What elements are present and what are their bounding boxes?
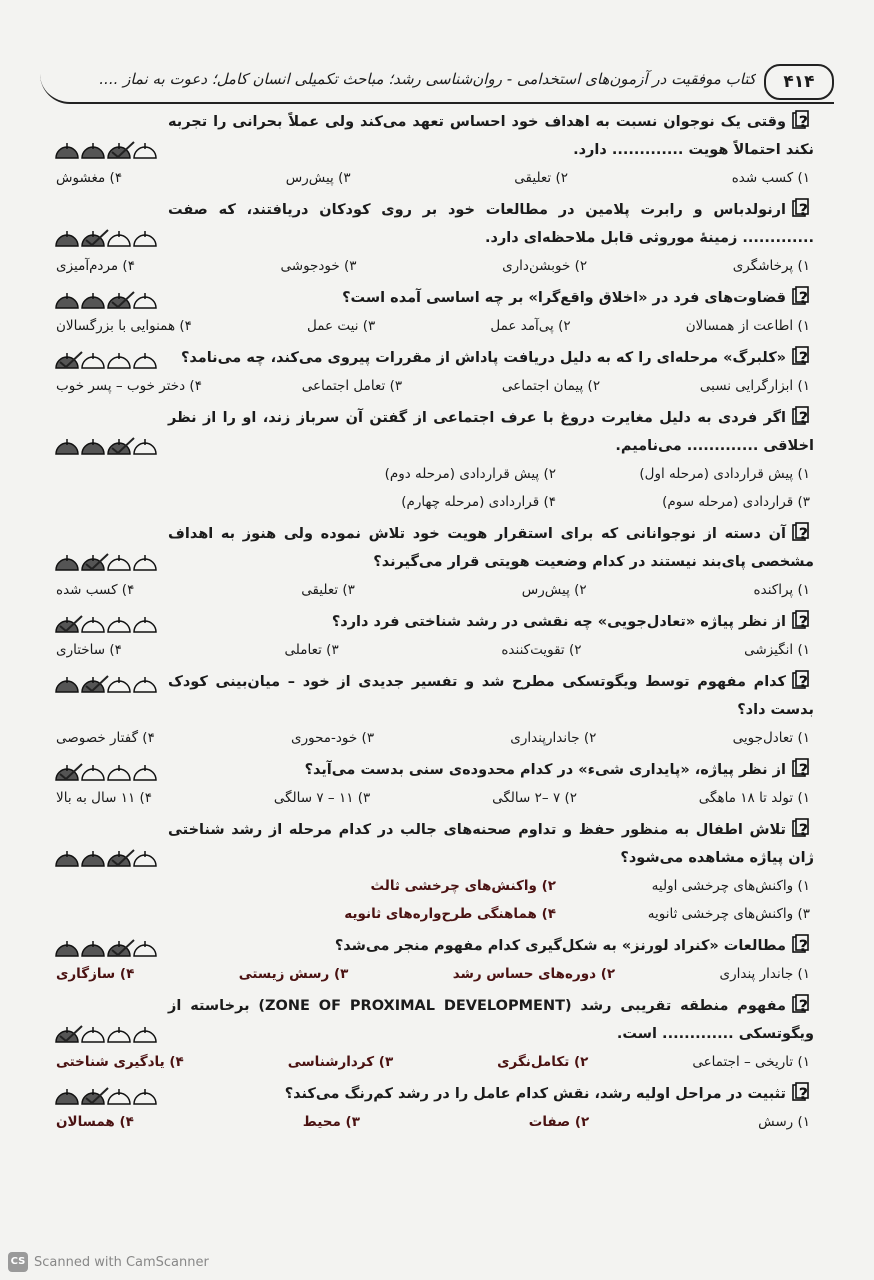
difficulty-dial-empty	[134, 851, 156, 866]
difficulty-scale-icon	[52, 1022, 160, 1046]
page-number: ۴۱۴	[764, 64, 834, 100]
answer-option: ۳) قراردادی (مرحله سوم)	[662, 494, 810, 510]
difficulty-dial-filled	[56, 143, 78, 158]
question-stem-container	[52, 284, 814, 312]
difficulty-dial-filled	[56, 677, 78, 692]
answer-option: ۴) دختر خوب – پسر خوب	[56, 378, 202, 394]
question-stem: مطالعات «کنراد لورنز» به شکل‌گیری کدام مفهوم منجر می‌شد؟	[334, 938, 786, 954]
question-stem-container	[52, 932, 814, 960]
question-stem: تثبیت در مراحل اولیه رشد، نقش کدام عامل را در رشد کم‌رنگ می‌کند؟	[284, 1086, 786, 1102]
options-row	[52, 784, 814, 812]
difficulty-dial-filled	[56, 231, 78, 246]
answer-option: ۲) خوبشن‌داری	[502, 258, 588, 274]
difficulty-dial-filled	[82, 439, 104, 454]
svg-text:?: ?	[798, 672, 808, 690]
difficulty-scale-icon	[52, 760, 160, 784]
difficulty-scale-icon	[52, 288, 160, 312]
question-stem: از نظر پیاژه «تعادل‌جویی» چه نقشی در رشد شناختی فرد دارد؟	[331, 614, 786, 630]
question-stem: از نظر پیاژه، «پایداری شیء» در کدام محدوده‌ی سنی بدست می‌آید؟	[304, 762, 786, 778]
answer-option: ۱) تولد تا ۱۸ ماهگی	[698, 790, 810, 806]
question-stem-container	[52, 196, 814, 252]
question-item	[52, 1080, 814, 1136]
options-row	[52, 372, 814, 400]
question-book-icon	[792, 994, 814, 1014]
options-row	[52, 1048, 814, 1076]
question-stem-container	[52, 1080, 814, 1108]
answer-option: ۲) جاندارپنداری	[510, 730, 597, 746]
answer-option: ۱) کسب شده	[731, 170, 810, 186]
difficulty-scale-icon	[52, 348, 160, 372]
difficulty-dial-empty	[134, 555, 156, 570]
question-item	[52, 520, 814, 604]
scanner-watermark	[8, 1252, 209, 1272]
svg-text:?: ?	[798, 408, 808, 426]
difficulty-dial-empty	[134, 353, 156, 368]
options-row	[52, 164, 814, 192]
camscanner-logo-icon: CS	[8, 1252, 28, 1272]
difficulty-scale-icon	[52, 550, 160, 574]
difficulty-scale-icon	[52, 846, 160, 870]
answer-option: ۱) انگیزشی	[744, 642, 810, 658]
svg-text:?: ?	[798, 760, 808, 778]
svg-text:?: ?	[798, 996, 809, 1014]
answer-option: ۳) ۱۱ – ۷ سالگی	[273, 790, 371, 806]
answer-option: ۲) پیش‌رس	[521, 582, 587, 598]
question-item	[52, 108, 814, 192]
difficulty-dial-empty	[108, 1027, 130, 1042]
answer-option: ۴) گفتار خصوصی	[56, 730, 155, 746]
question-book-icon	[792, 406, 814, 426]
answer-option: ۲) تقویت‌کننده	[501, 642, 582, 658]
question-list	[52, 108, 814, 1140]
answer-option: ۳) خود-محوری	[291, 730, 375, 746]
question-item	[52, 196, 814, 280]
question-stem-container	[52, 520, 814, 576]
difficulty-dial-empty	[108, 353, 130, 368]
svg-text:?: ?	[798, 524, 808, 542]
options-row	[52, 636, 814, 664]
answer-option: ۳) تعاملی	[284, 642, 339, 658]
answer-option: ۱) ابزارگرایی نسبی	[699, 378, 810, 394]
answer-option: ۱) تاریخی – اجتماعی	[692, 1054, 810, 1070]
question-stem-container	[52, 404, 814, 460]
answer-option: ۳) خودجوشی	[280, 258, 357, 274]
question-stem: «کلبرگ» مرحله‌ای را که به دلیل دریافت پاداش از مقررات پیروی می‌کند، چه می‌نامد؟	[180, 350, 786, 366]
options-row	[52, 1108, 814, 1136]
question-book-icon	[792, 758, 814, 778]
question-item	[52, 344, 814, 400]
options-row	[52, 576, 814, 604]
question-stem-container	[52, 668, 814, 724]
question-stem-container	[52, 756, 814, 784]
svg-text:?: ?	[798, 112, 808, 130]
options-row	[52, 460, 814, 516]
question-book-icon	[792, 346, 814, 366]
difficulty-dial-empty	[134, 941, 156, 956]
answer-option: ۱) اطاعت از همسالان	[685, 318, 810, 334]
difficulty-scale-icon	[52, 1084, 160, 1108]
difficulty-scale-icon	[52, 434, 160, 458]
answer-option: ۴) ۱۱ سال به بالا	[56, 790, 153, 806]
answer-option: ۴) ساختاری	[56, 642, 122, 658]
answer-option: ۳) رسش زیستی	[238, 966, 349, 982]
answer-option: ۴) یادگیری شناختی	[56, 1054, 184, 1070]
difficulty-dial-filled	[56, 293, 78, 308]
answer-option: ۱) واکنش‌های چرخشی اولیه	[651, 878, 810, 894]
difficulty-dial-filled	[56, 439, 78, 454]
svg-text:?: ?	[798, 288, 808, 306]
question-item	[52, 608, 814, 664]
difficulty-dial-empty	[108, 231, 130, 246]
answer-option: ۳) نیت عمل	[307, 318, 376, 334]
svg-text:?: ?	[798, 820, 808, 838]
difficulty-dial-filled	[82, 941, 104, 956]
difficulty-dial-filled	[56, 941, 78, 956]
answer-option: ۱) جاندار پنداری	[719, 966, 810, 982]
difficulty-dial-filled	[56, 1089, 78, 1104]
difficulty-dial-empty	[82, 1027, 104, 1042]
answer-option: ۲) تعلیقی	[514, 170, 569, 186]
difficulty-dial-empty	[134, 143, 156, 158]
question-item	[52, 756, 814, 812]
difficulty-dial-empty	[134, 293, 156, 308]
question-book-icon	[792, 1082, 814, 1102]
difficulty-dial-empty	[82, 353, 104, 368]
answer-option: ۴) سازگاری	[56, 966, 135, 982]
question-stem: ارنولدباس و رابرت پلامین در مطالعات خود بر روی کودکان دریافتند، که صفت ............. زمینهٔ موروثی قابل ملاحظه‌ای دارد.	[168, 202, 814, 246]
difficulty-scale-icon	[52, 936, 160, 960]
difficulty-dial-empty	[134, 617, 156, 632]
question-stem-container	[52, 816, 814, 872]
answer-option: ۲) دوره‌های حساس رشد	[452, 966, 616, 982]
answer-option: ۳) تعامل اجتماعی	[301, 378, 403, 394]
difficulty-dial-empty	[134, 765, 156, 780]
answer-option: ۲) ۷ –۲ سالگی	[492, 790, 578, 806]
difficulty-scale-icon	[52, 672, 160, 696]
difficulty-dial-empty	[134, 231, 156, 246]
answer-option: ۱) رسش	[758, 1114, 810, 1130]
answer-option: ۱) تعادل‌جویی	[732, 730, 810, 746]
options-row	[52, 960, 814, 988]
answer-option: ۴) قراردادی (مرحله چهارم)	[401, 494, 556, 510]
answer-option: ۲) پی‌آمد عمل	[490, 318, 571, 334]
difficulty-dial-empty	[134, 439, 156, 454]
answer-option: ۱) پرخاشگری	[732, 258, 810, 274]
difficulty-dial-empty	[108, 677, 130, 692]
answer-option: ۳) محیط	[302, 1114, 360, 1130]
difficulty-dial-filled	[56, 555, 78, 570]
answer-option: ۴) هماهنگی طرح‌واره‌های ثانویه	[344, 906, 556, 922]
difficulty-dial-filled	[56, 851, 78, 866]
question-stem: وقتی یک نوجوان نسبت به اهداف خود احساس تعهد می‌کند ولی عملاً بحرانی را تجربه نکند احتمالاً هویت ............. دارد.	[168, 114, 814, 158]
difficulty-dial-filled	[82, 293, 104, 308]
question-item	[52, 668, 814, 752]
question-item	[52, 932, 814, 988]
answer-option: ۴) مردم‌آمیزی	[56, 258, 135, 274]
question-stem: اگر فردی به دلیل مغایرت دروغ با عرف اجتماعی از گفتن آن سرباز زند، او را از نظر اخلاقی ............. می‌نامیم.	[168, 410, 814, 454]
answer-option: ۳) واکنش‌های چرخشی ثانویه	[647, 906, 810, 922]
answer-option: ۲) صفات	[528, 1114, 590, 1130]
question-stem-container	[52, 108, 814, 164]
question-book-icon	[792, 286, 814, 306]
difficulty-scale-icon	[52, 138, 160, 162]
difficulty-dial-empty	[134, 1089, 156, 1104]
page-header	[40, 60, 834, 104]
answer-option: ۴) همسالان	[56, 1114, 134, 1130]
options-row	[52, 252, 814, 280]
question-stem: آن دسته از نوجوانانی که برای استقرار هویت خود تلاش نموده ولی هنوز به اهداف مشخصی پای‌بند نیستند در کدام وضعیت هویتی قرار می‌گیرند؟	[168, 526, 814, 570]
difficulty-dial-empty	[134, 677, 156, 692]
difficulty-dial-empty	[134, 1027, 156, 1042]
svg-text:?: ?	[798, 936, 808, 954]
question-item	[52, 816, 814, 928]
answer-option: ۳) تعلیقی	[301, 582, 355, 598]
options-row	[52, 312, 814, 340]
question-book-icon	[792, 198, 814, 218]
question-item	[52, 404, 814, 516]
svg-text:?: ?	[798, 348, 808, 366]
question-item	[52, 992, 814, 1076]
options-row	[52, 724, 814, 752]
answer-option: ۲) واکنش‌های چرخشی ثالث	[370, 878, 556, 894]
question-book-icon	[792, 934, 814, 954]
question-book-icon	[792, 110, 814, 130]
difficulty-dial-filled	[82, 851, 104, 866]
question-book-icon	[792, 818, 814, 838]
answer-option: ۲) پیمان اجتماعی	[501, 378, 601, 394]
question-stem-container	[52, 992, 814, 1048]
answer-option: ۴) همنوایی با بزرگسالان	[56, 318, 192, 334]
answer-option: ۴) کسب شده	[56, 582, 135, 598]
difficulty-dial-empty	[108, 555, 130, 570]
answer-option: ۱) پیش قراردادی (مرحله اول)	[639, 466, 810, 482]
question-stem: کدام مفهوم توسط ویگوتسکی مطرح شد و تفسیر جدیدی از خود – میان‌بینی کودک بدست داد؟	[168, 674, 814, 718]
question-stem: قضاوت‌های فرد در «اخلاق واقع‌گرا» بر چه اساسی آمده است؟	[342, 290, 786, 306]
difficulty-dial-empty	[82, 617, 104, 632]
difficulty-dial-filled	[82, 143, 104, 158]
answer-option: ۲) پیش قراردادی (مرحله دوم)	[384, 466, 556, 482]
running-title: کتاب موفقیت در آزمون‌های استخدامی - روان‌شناسی رشد؛ مباحث تکمیلی انسان کامل؛ دعوت به نماز ....	[99, 70, 756, 88]
difficulty-scale-icon	[52, 612, 160, 636]
svg-text:?: ?	[798, 1084, 808, 1102]
question-book-icon	[792, 610, 814, 630]
difficulty-dial-empty	[108, 617, 130, 632]
svg-text:?: ?	[798, 200, 808, 218]
difficulty-dial-empty	[108, 1089, 130, 1104]
question-stem: تلاش اطفال به منظور حفظ و تداوم صحنه‌های جالب در کدام مرحله از رشد شناختی ژان پیاژه مشاهده می‌شود؟	[168, 822, 814, 866]
answer-option: ۳) کردارشناسی	[287, 1054, 394, 1070]
scanner-text: Scanned with CamScanner	[34, 1254, 209, 1270]
answer-option: ۴) مغشوش	[56, 170, 123, 186]
question-stem: مفهوم منطقه تقریبی رشد (ZONE OF PROXIMAL DEVELOPMENT) برخاسته از ویگوتسکی ............. است.	[168, 998, 814, 1042]
difficulty-dial-empty	[82, 765, 104, 780]
difficulty-dial-empty	[108, 765, 130, 780]
difficulty-scale-icon	[52, 226, 160, 250]
question-book-icon	[792, 670, 814, 690]
answer-option: ۳) پیش‌رس	[285, 170, 351, 186]
answer-option: ۲) تکامل‌نگری	[497, 1054, 589, 1070]
question-stem-container	[52, 608, 814, 636]
question-book-icon	[792, 522, 814, 542]
svg-text:?: ?	[798, 612, 808, 630]
question-stem-container	[52, 344, 814, 372]
question-item	[52, 284, 814, 340]
options-row	[52, 872, 814, 928]
answer-option: ۱) پراکنده	[753, 582, 810, 598]
